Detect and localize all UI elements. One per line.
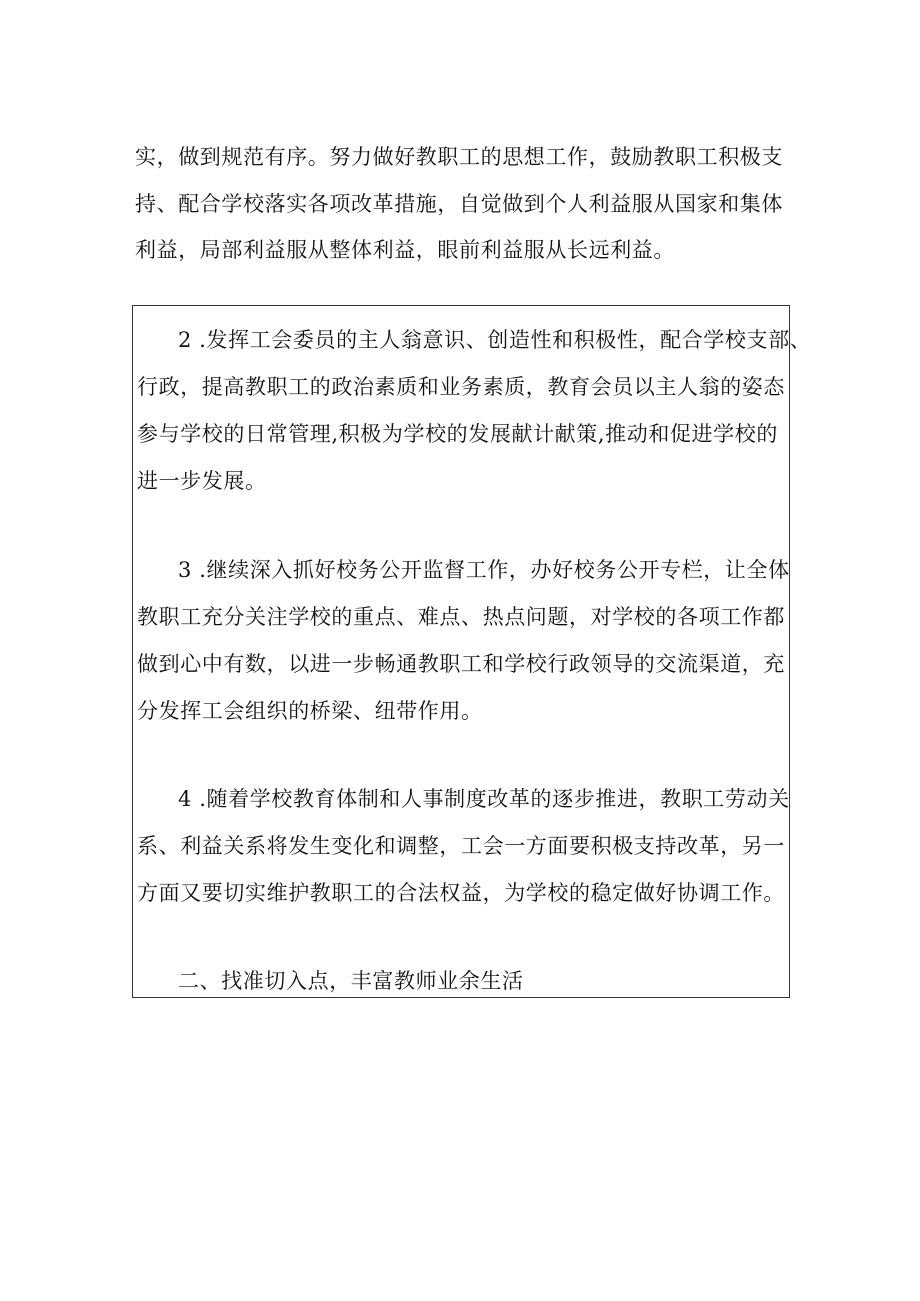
item-3-line-2: 教职工充分关注学校的重点、难点、热点问题，对学校的各项工作都 [137,605,785,629]
item-2-line-2: 行政，提高教职工的政治素质和业务素质，教育会员以主人翁的姿态 [137,375,785,399]
item-3-line-1: 3 .继续深入抓好校务公开监督工作，办好校务公开专栏，让全体 [178,558,790,582]
item-2-line-4: 进一步发展。 [137,469,267,493]
intro-line-3: 利益，局部利益服从整体利益，眼前利益服从长远利益。 [135,238,675,262]
item-4-line-1: 4 .随着学校教育体制和人事制度改革的逐步推进，教职工劳动关 [178,787,790,811]
intro-line-1: 实，做到规范有序。努力做好教职工的思想工作，鼓励教职工积极支 [135,145,783,169]
item-4-line-2: 系、利益关系将发生变化和调整，工会一方面要积极支持改革，另一 [137,834,785,858]
item-3-line-3: 做到心中有数，以进一步畅通教职工和学校行政领导的交流渠道，充 [137,652,785,676]
item-4-line-3: 方面又要切实维护教职工的合法权益，为学校的稳定做好协调工作。 [137,881,785,905]
section-heading: 二、找准切入点，丰富教师业余生活 [178,969,524,993]
intro-line-2: 持、配合学校落实各项改革措施，自觉做到个人利益服从国家和集体 [135,192,783,216]
item-2-line-1: 2 .发挥工会委员的主人翁意识、创造性和积极性，配合学校支部、 [178,328,812,352]
item-3-line-4: 分发挥工会组织的桥梁、纽带作用。 [137,699,483,723]
item-2-line-3: 参与学校的日常管理,积极为学校的发展献计献策,推动和促进学校的 [137,422,778,446]
